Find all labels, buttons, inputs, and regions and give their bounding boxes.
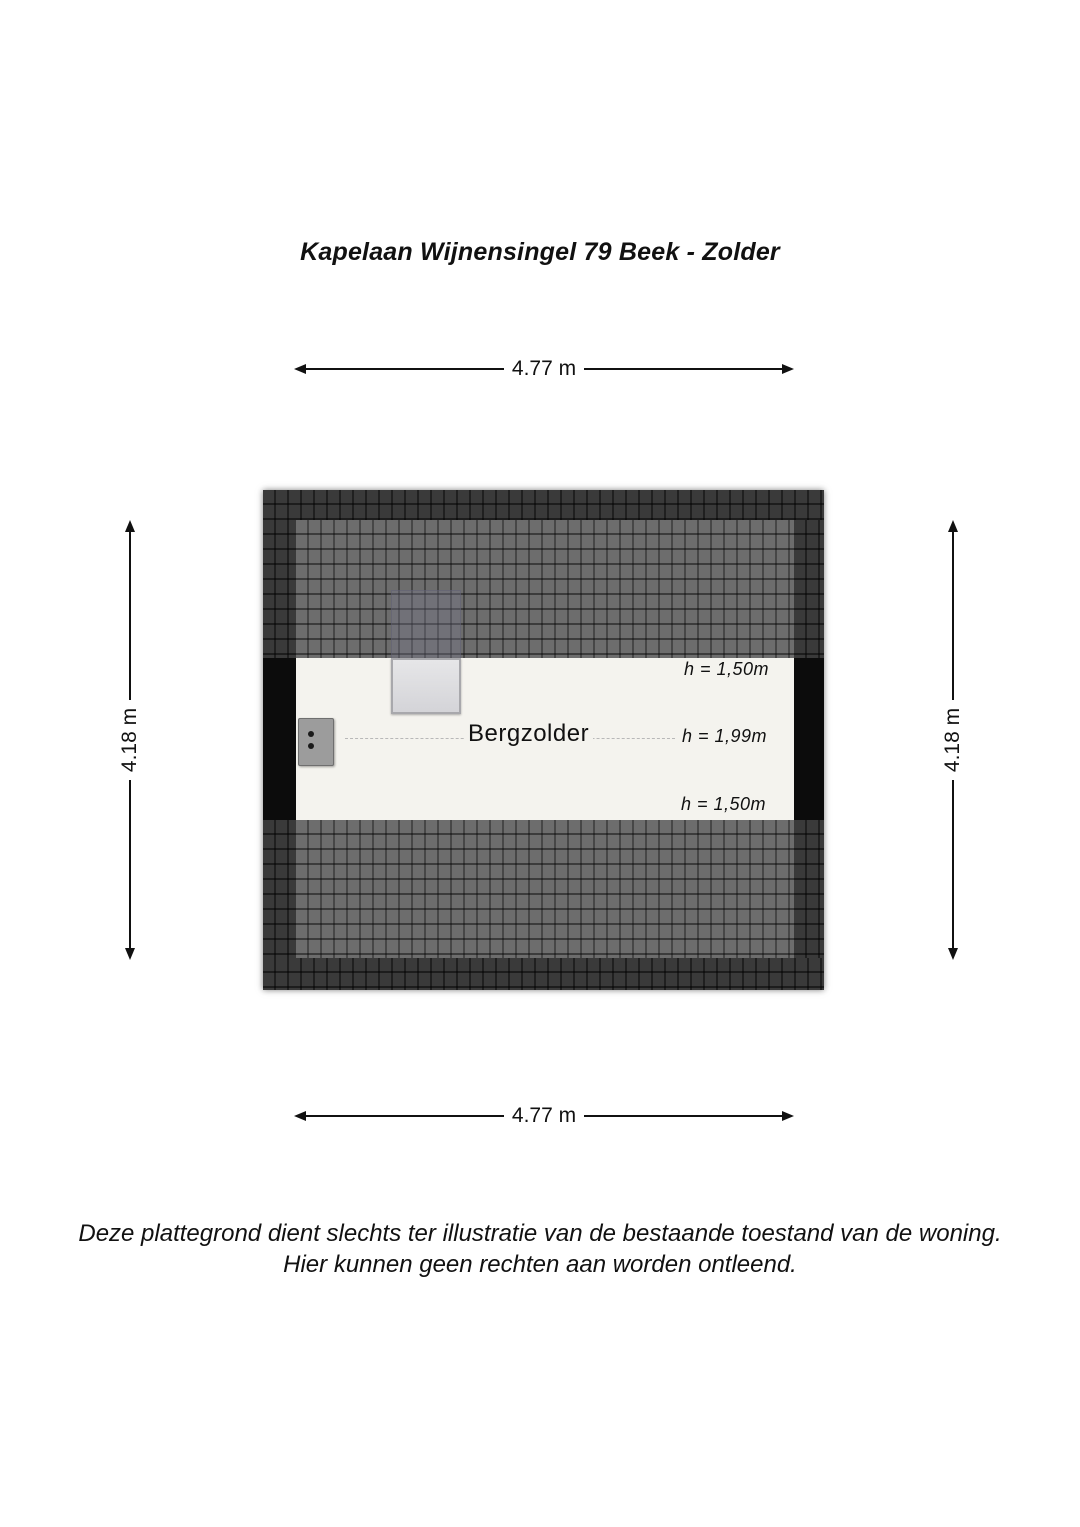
roof-window xyxy=(391,658,461,714)
dimension-top-label: 4.77 m xyxy=(504,357,584,380)
disclaimer-line-1: Deze plattegrond dient slechts ter illustratie van de bestaande toestand van de woning. xyxy=(78,1220,1002,1247)
roof-window-ghost xyxy=(391,590,461,662)
wall-left xyxy=(263,658,296,820)
dimension-left-label: 4.18 m xyxy=(118,700,141,780)
disclaimer-line-2: Hier kunnen geen rechten aan worden ontleend. xyxy=(283,1251,797,1278)
dimension-left xyxy=(115,520,145,960)
floor-plan xyxy=(263,490,824,990)
roof-slope-top xyxy=(296,520,794,658)
room-label: Bergzolder xyxy=(464,720,593,748)
dimension-bottom-label: 4.77 m xyxy=(504,1104,584,1127)
plan-title: Kapelaan Wijnensingel 79 Beek - Zolder xyxy=(300,238,780,266)
disclaimer xyxy=(0,1218,1080,1280)
arrow-down-icon xyxy=(948,948,958,960)
dimension-right xyxy=(938,520,968,960)
dimension-right-label: 4.18 m xyxy=(941,700,964,780)
height-label-middle: h = 1,99m xyxy=(679,726,770,747)
roof-edge-top xyxy=(263,490,824,520)
height-label-bottom: h = 1,50m xyxy=(678,794,769,815)
dimension-bottom xyxy=(294,1101,794,1131)
height-label-top: h = 1,50m xyxy=(681,659,772,680)
wall-right xyxy=(794,658,824,820)
roof-edge-bottom xyxy=(263,958,824,990)
roof-slope-bottom xyxy=(296,820,794,958)
arrow-down-icon xyxy=(125,948,135,960)
stove-icon xyxy=(298,718,334,766)
arrow-up-icon xyxy=(948,520,958,532)
arrow-up-icon xyxy=(125,520,135,532)
dimension-top xyxy=(294,354,794,384)
